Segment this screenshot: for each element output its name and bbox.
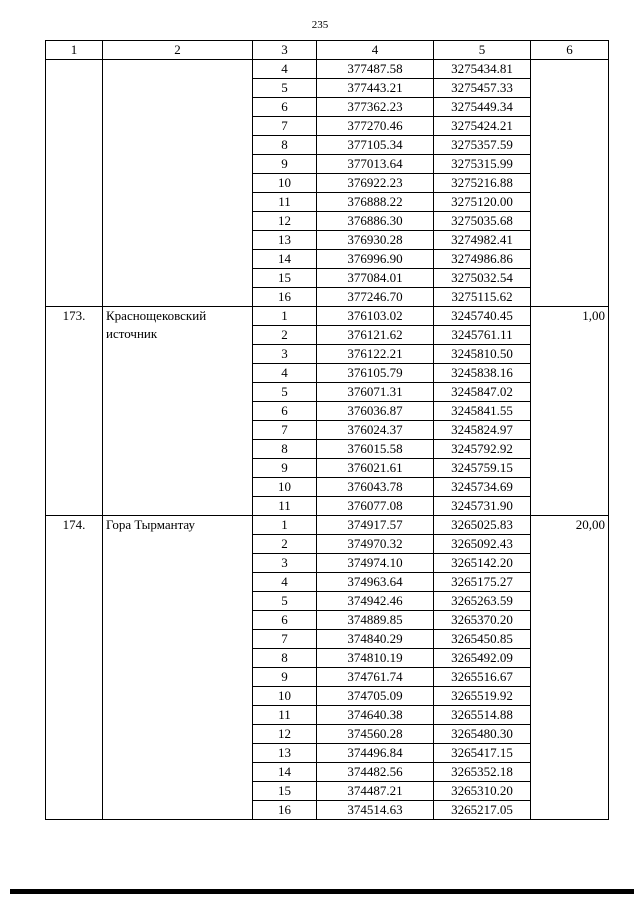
table-row xyxy=(46,516,609,535)
coordinate-x: 376077.08 xyxy=(317,497,434,516)
point-number: 9 xyxy=(253,155,317,174)
point-number: 14 xyxy=(253,250,317,269)
point-number: 15 xyxy=(253,782,317,801)
coordinate-x: 374840.29 xyxy=(317,630,434,649)
point-number: 6 xyxy=(253,98,317,117)
column-header-4: 4 xyxy=(317,41,434,60)
coordinate-x: 374810.19 xyxy=(317,649,434,668)
coordinate-y: 3265519.92 xyxy=(434,687,531,706)
object-area: 20,00 xyxy=(531,516,609,820)
point-number: 2 xyxy=(253,535,317,554)
coordinate-x: 377013.64 xyxy=(317,155,434,174)
coordinate-x: 374496.84 xyxy=(317,744,434,763)
coordinate-x: 377443.21 xyxy=(317,79,434,98)
coordinate-y: 3265492.09 xyxy=(434,649,531,668)
point-number: 5 xyxy=(253,592,317,611)
coordinate-x: 376071.31 xyxy=(317,383,434,402)
coordinate-x: 376105.79 xyxy=(317,364,434,383)
point-number: 10 xyxy=(253,478,317,497)
point-number: 11 xyxy=(253,193,317,212)
point-number: 1 xyxy=(253,307,317,326)
coordinate-y: 3245847.02 xyxy=(434,383,531,402)
coordinate-y: 3265310.20 xyxy=(434,782,531,801)
table-header-row xyxy=(46,41,609,60)
page-number: 235 xyxy=(311,19,329,31)
coordinate-y: 3245734.69 xyxy=(434,478,531,497)
coordinate-x: 374487.21 xyxy=(317,782,434,801)
point-number: 10 xyxy=(253,174,317,193)
coordinate-x: 374560.28 xyxy=(317,725,434,744)
coordinate-x: 377270.46 xyxy=(317,117,434,136)
object-area xyxy=(531,60,609,307)
point-number: 14 xyxy=(253,763,317,782)
object-area: 1,00 xyxy=(531,307,609,516)
coordinate-x: 376015.58 xyxy=(317,440,434,459)
coordinate-y: 3265480.30 xyxy=(434,725,531,744)
coordinate-y: 3245759.15 xyxy=(434,459,531,478)
coordinate-x: 376122.21 xyxy=(317,345,434,364)
coordinate-x: 376888.22 xyxy=(317,193,434,212)
coordinate-x: 374705.09 xyxy=(317,687,434,706)
coordinate-y: 3265025.83 xyxy=(434,516,531,535)
point-number: 12 xyxy=(253,725,317,744)
column-header-1: 1 xyxy=(46,41,103,60)
coordinate-x: 376996.90 xyxy=(317,250,434,269)
coordinate-x: 376930.28 xyxy=(317,231,434,250)
point-number: 2 xyxy=(253,326,317,345)
point-number: 7 xyxy=(253,117,317,136)
coordinate-y: 3274986.86 xyxy=(434,250,531,269)
point-number: 4 xyxy=(253,60,317,79)
point-number: 9 xyxy=(253,668,317,687)
coordinate-x: 376021.61 xyxy=(317,459,434,478)
point-number: 6 xyxy=(253,402,317,421)
coordinate-x: 376121.62 xyxy=(317,326,434,345)
coordinate-y: 3275216.88 xyxy=(434,174,531,193)
point-number: 13 xyxy=(253,231,317,250)
coordinate-y: 3275115.62 xyxy=(434,288,531,307)
coordinate-y: 3265263.59 xyxy=(434,592,531,611)
coordinate-x: 374889.85 xyxy=(317,611,434,630)
point-number: 11 xyxy=(253,497,317,516)
point-number: 16 xyxy=(253,288,317,307)
column-header-2: 2 xyxy=(103,41,253,60)
point-number: 5 xyxy=(253,383,317,402)
coordinate-y: 3275449.34 xyxy=(434,98,531,117)
coordinate-x: 377246.70 xyxy=(317,288,434,307)
object-name xyxy=(103,60,253,307)
point-number: 3 xyxy=(253,345,317,364)
table-row xyxy=(46,60,609,79)
bottom-rule xyxy=(10,889,634,894)
coordinate-x: 376103.02 xyxy=(317,307,434,326)
coordinate-x: 377487.58 xyxy=(317,60,434,79)
object-name: Гора Тырмантау xyxy=(103,516,253,820)
coordinate-x: 376024.37 xyxy=(317,421,434,440)
coordinate-y: 3275120.00 xyxy=(434,193,531,212)
coordinate-y: 3275424.21 xyxy=(434,117,531,136)
coordinate-y: 3265516.67 xyxy=(434,668,531,687)
object-number xyxy=(46,60,103,307)
coordinate-y: 3265450.85 xyxy=(434,630,531,649)
coordinate-x: 374514.63 xyxy=(317,801,434,820)
table-body xyxy=(46,60,609,820)
table-row xyxy=(46,307,609,326)
coordinate-x: 374482.56 xyxy=(317,763,434,782)
coordinate-x: 374970.32 xyxy=(317,535,434,554)
point-number: 7 xyxy=(253,630,317,649)
column-header-3: 3 xyxy=(253,41,317,60)
coordinate-x: 374917.57 xyxy=(317,516,434,535)
point-number: 8 xyxy=(253,136,317,155)
coordinate-y: 3265370.20 xyxy=(434,611,531,630)
coordinate-y: 3245761.11 xyxy=(434,326,531,345)
coordinate-y: 3245792.92 xyxy=(434,440,531,459)
point-number: 6 xyxy=(253,611,317,630)
coordinate-y: 3275357.59 xyxy=(434,136,531,155)
point-number: 11 xyxy=(253,706,317,725)
point-number: 4 xyxy=(253,573,317,592)
coordinate-x: 377105.34 xyxy=(317,136,434,155)
point-number: 13 xyxy=(253,744,317,763)
coordinate-y: 3265514.88 xyxy=(434,706,531,725)
point-number: 4 xyxy=(253,364,317,383)
object-number: 174. xyxy=(46,516,103,820)
coordinate-x: 377362.23 xyxy=(317,98,434,117)
point-number: 8 xyxy=(253,649,317,668)
coordinate-x: 374963.64 xyxy=(317,573,434,592)
point-number: 9 xyxy=(253,459,317,478)
coordinate-x: 376886.30 xyxy=(317,212,434,231)
point-number: 7 xyxy=(253,421,317,440)
point-number: 1 xyxy=(253,516,317,535)
column-header-6: 6 xyxy=(531,41,609,60)
coordinate-y: 3265352.18 xyxy=(434,763,531,782)
coordinate-y: 3275035.68 xyxy=(434,212,531,231)
coordinate-y: 3265217.05 xyxy=(434,801,531,820)
point-number: 12 xyxy=(253,212,317,231)
coordinate-y: 3245838.16 xyxy=(434,364,531,383)
coordinate-y: 3265092.43 xyxy=(434,535,531,554)
point-number: 10 xyxy=(253,687,317,706)
column-header-5: 5 xyxy=(434,41,531,60)
coordinate-y: 3265142.20 xyxy=(434,554,531,573)
coordinate-y: 3245841.55 xyxy=(434,402,531,421)
coordinates-table xyxy=(45,40,609,820)
coordinate-y: 3245824.97 xyxy=(434,421,531,440)
coordinate-y: 3245740.45 xyxy=(434,307,531,326)
coordinate-y: 3275315.99 xyxy=(434,155,531,174)
coordinate-y: 3275457.33 xyxy=(434,79,531,98)
object-number: 173. xyxy=(46,307,103,516)
coordinate-y: 3265417.15 xyxy=(434,744,531,763)
coordinate-x: 374942.46 xyxy=(317,592,434,611)
coordinate-x: 374761.74 xyxy=(317,668,434,687)
point-number: 3 xyxy=(253,554,317,573)
coordinate-x: 376922.23 xyxy=(317,174,434,193)
coordinate-x: 376043.78 xyxy=(317,478,434,497)
coordinate-y: 3274982.41 xyxy=(434,231,531,250)
point-number: 5 xyxy=(253,79,317,98)
coordinate-x: 374974.10 xyxy=(317,554,434,573)
coordinate-x: 377084.01 xyxy=(317,269,434,288)
coordinate-y: 3245731.90 xyxy=(434,497,531,516)
point-number: 16 xyxy=(253,801,317,820)
coordinate-y: 3275434.81 xyxy=(434,60,531,79)
coordinate-y: 3245810.50 xyxy=(434,345,531,364)
coordinate-y: 3265175.27 xyxy=(434,573,531,592)
coordinate-x: 376036.87 xyxy=(317,402,434,421)
point-number: 15 xyxy=(253,269,317,288)
object-name: Краснощековский источник xyxy=(103,307,253,516)
coordinate-x: 374640.38 xyxy=(317,706,434,725)
point-number: 8 xyxy=(253,440,317,459)
coordinate-y: 3275032.54 xyxy=(434,269,531,288)
